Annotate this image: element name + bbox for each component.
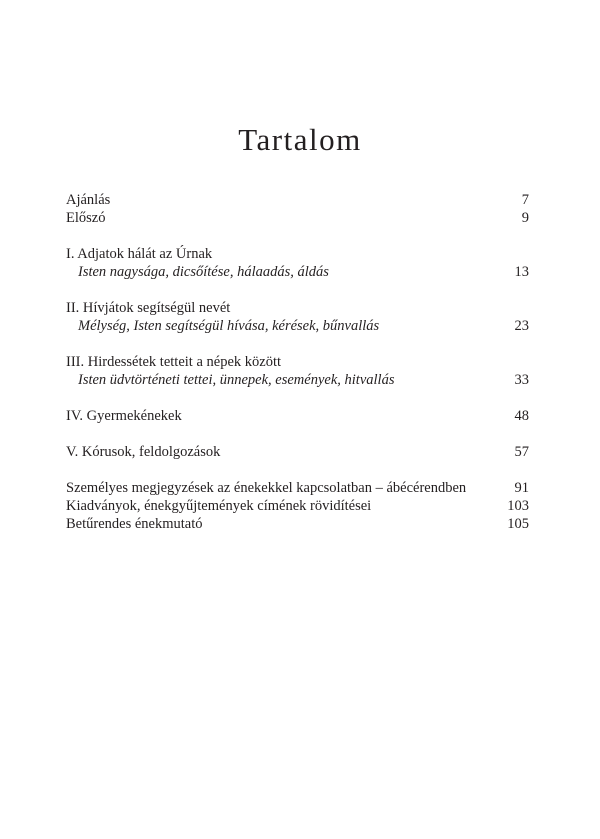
toc-chapter-heading[interactable] <box>66 245 529 263</box>
toc-entry-label: Személyes megjegyzések az énekekkel kapcsolatban – ábécérendben <box>66 480 467 496</box>
toc-entry-ajanlas[interactable] <box>66 191 529 209</box>
toc-entry-eloszo[interactable] <box>66 209 529 227</box>
toc-group-chapter-1 <box>66 245 529 281</box>
toc-entry-page: 33 <box>514 372 529 388</box>
page-title: Tartalom <box>238 122 362 157</box>
toc-entry-enekmutato[interactable] <box>66 515 529 533</box>
toc-chapter-label: I. Adjatok hálát az Úrnak <box>66 246 213 262</box>
toc-chapter-subtitle: Isten üdvtörténeti tettei, ünnepek, események, hitvallás <box>78 372 395 388</box>
toc-chapter-heading[interactable] <box>66 299 529 317</box>
toc-entry-page: 105 <box>507 516 529 532</box>
toc-entry-gyermekenekek[interactable] <box>66 407 529 425</box>
toc-chapter-label: III. Hirdessétek tetteit a népek között <box>66 354 282 370</box>
toc-group-chapter-5 <box>66 443 529 461</box>
toc-entry-page: 103 <box>507 498 529 514</box>
toc-entry-label: IV. Gyermekénekek <box>66 408 182 424</box>
toc-entry-megjegyzesek[interactable] <box>66 479 529 497</box>
toc-entry-label: Betűrendes énekmutató <box>66 516 203 532</box>
toc-entry-label: Kiadványok, énekgyűjtemények címének rövidítései <box>66 498 372 514</box>
toc-entry-page: 7 <box>521 192 529 208</box>
toc-group-chapter-2 <box>66 299 529 335</box>
toc-group-chapter-3 <box>66 353 529 389</box>
toc-chapter-subtitle-row[interactable] <box>66 263 529 281</box>
toc-entry-page: 48 <box>514 408 529 424</box>
toc-chapter-heading[interactable] <box>66 353 529 371</box>
toc-entry-page: 91 <box>514 480 529 496</box>
toc-entry-page: 13 <box>514 264 529 280</box>
toc-chapter-subtitle: Isten nagysága, dicsőítése, hálaadás, áldás <box>78 264 329 280</box>
toc-group-back-matter <box>66 479 529 533</box>
toc-entry-page: 57 <box>514 444 529 460</box>
table-of-contents <box>66 191 529 551</box>
toc-chapter-subtitle-row[interactable] <box>66 371 529 389</box>
toc-group-front-matter <box>66 191 529 227</box>
toc-chapter-subtitle: Mélység, Isten segítségül hívása, kérések, bűnvallás <box>78 318 380 334</box>
toc-entry-label: V. Kórusok, feldolgozások <box>66 444 221 460</box>
toc-entry-korusok[interactable] <box>66 443 529 461</box>
toc-entry-kiadvanyok[interactable] <box>66 497 529 515</box>
toc-chapter-label: II. Hívjátok segítségül nevét <box>66 300 231 316</box>
toc-entry-label: Előszó <box>66 210 106 226</box>
toc-group-chapter-4 <box>66 407 529 425</box>
toc-entry-page: 9 <box>521 210 529 226</box>
toc-chapter-subtitle-row[interactable] <box>66 317 529 335</box>
toc-entry-page: 23 <box>514 318 529 334</box>
toc-entry-label: Ajánlás <box>66 192 111 208</box>
